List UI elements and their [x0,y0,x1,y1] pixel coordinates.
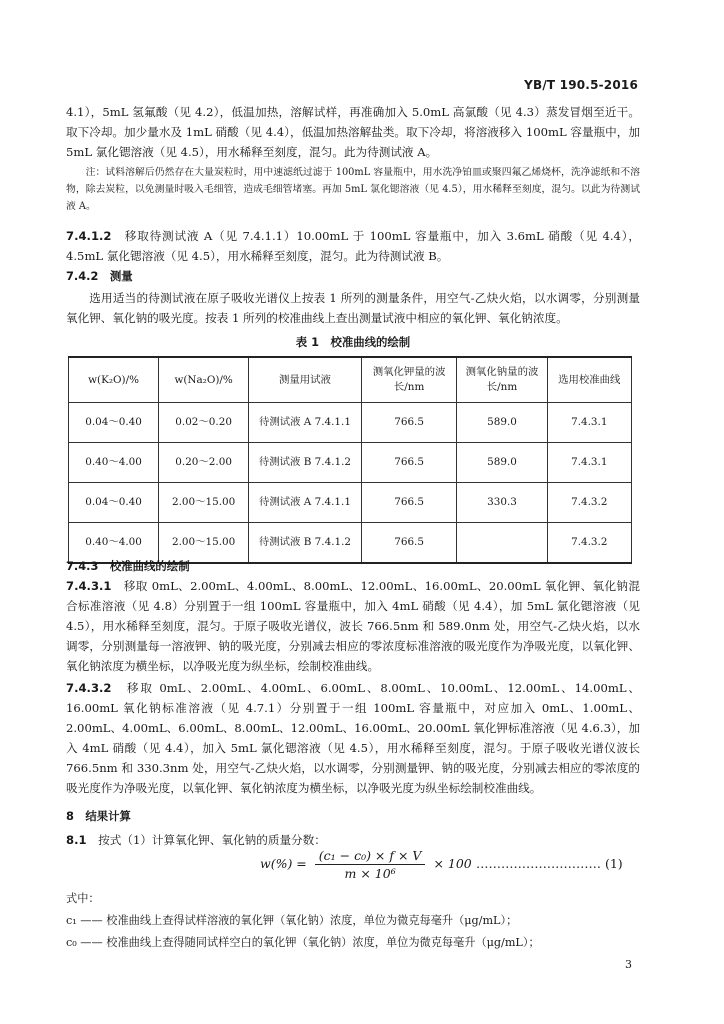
variable-symbol: c₀ —— [66,936,103,949]
section-text: 选用适当的待测试液在原子吸收光谱仪上按表 1 所列的测量条件，用空气-乙炔火焰，以水调零，分别测量氧化钾、氧化钠的吸光度。按表 1 所列的校准曲线上查出测量试液中相应的氧化钾、氧化钠浓度。 [66,291,640,325]
header-na-wavelength: 测氧化钠量的波长/nm [457,357,547,403]
section-number: 8 [66,809,74,823]
table-cell: 0.40～4.00 [69,443,159,483]
section-text: 移取 0mL、2.00mL、4.00mL、8.00mL、12.00mL、16.00mL、20.00mL 氧化钾、氧化钠混合标准溶液（见 4.8）分别置于一组 100mL 容量瓶中，加入 4mL 硝酸（见 4.4），加 5mL 氯化锶溶液（见 4.5），用水稀释至刻度，混匀。于原子吸收光谱仪，波长 766.5nm 和 589.0nm 处，用空气-乙炔火焰，以水调零，分别测量每一溶液钾、钠的吸光度，分别减去相应的零浓度标准溶液的吸光度作为净吸光度，以氧化钾、氧化钠浓度为横坐标，以净吸光度为纵坐标，绘制校准曲线。 [66,579,640,673]
section-8 [66,806,640,826]
variable-description: 校准曲线上查得试样溶液的氧化钾（氧化钠）浓度，单位为微克每毫升（μg/mL）； [106,914,518,927]
section-number: 8.1 [66,833,87,847]
section-title: 校准曲线的绘制 [109,559,190,573]
table-cell: 7.4.3.2 [547,523,631,564]
section-text: 移取 0mL、2.00mL、4.00mL、6.00mL、8.00mL、10.00mL、12.00mL、14.00mL、16.00mL 氧化钠标准溶液（见 4.7.1）分别置于一组 100mL 容量瓶中，对应加入 0mL、1.00mL、2.00mL、4.00mL、6.00mL、8.00mL、12.00mL、16.00mL、20.00mL 氧化钾标准溶液（见 4.6.3），加入 4mL 硝酸（见 4.4），加入 5mL 氯化锶溶液（见 4.5），用水稀释至刻度，混匀。于原子吸收光谱仪波长 766.5nm 和 330.3nm 处，用空气-乙炔火焰，以水调零，分别测量钾、钠的吸光度，分别减去相应的零浓度的吸光度作为净吸光度，以氧化钾、氧化钠浓度为横坐标，以净吸光度为纵坐标绘制校准曲线。 [66,681,640,795]
paragraph-7411-end: 4.1），5mL 氢氟酸（见 4.2），低温加热，溶解试样，再准确加入 5.0mL 高氯酸（见 4.3）蒸发冒烟至近干。取下冷却。加少量水及 1mL 硝酸（见 4.4），低温加热溶解盐类。取下冷却，将溶液移入 100mL 容量瓶中，加 5mL 氯化锶溶液（见 4.5），用水稀释至刻度，混匀。此为待测试液 A。 [66,105,640,159]
section-7412 [66,226,640,266]
header-solution: 测量用试液 [249,357,362,403]
table-cell: 0.04～0.40 [69,483,159,523]
formula-lhs: w(%) = [260,856,307,871]
note-filtering: 注：试料溶解后仍然存在大量炭粒时，用中速滤纸过滤于 100mL 容量瓶中，用水洗净铂皿或聚四氟乙烯烧杯，洗净滤纸和不溶物，除去炭粒，以免测量时吸入毛细管，造成毛细管堵塞。再加 5mL 氯化锶溶液（见 4.5），用水稀释至刻度，混匀。以此为待测试液 A。 [66,167,640,212]
table-cell: 766.5 [361,483,457,523]
section-text: 移取待测试液 A（见 7.4.1.1）10.00mL 于 100mL 容量瓶中，加入 3.6mL 硝酸（见 4.4），4.5mL 氯化锶溶液（见 4.5），用水稀释至刻度，混匀。此为待测试液 B。 [66,229,640,263]
formula-tail: × 100 [433,856,472,871]
table-title: 表 1 校准曲线的绘制 [295,335,411,349]
section-text: 按式（1）计算氧化钾、氧化钠的质量分数： [98,833,326,847]
table-cell: 0.40～4.00 [69,523,159,564]
header-k2o: w(K₂O)/% [69,357,159,403]
table-row [69,403,632,443]
table-cell: 330.3 [457,483,547,523]
table-cell: 待测试液 B 7.4.1.2 [249,523,362,564]
table1-container [66,326,640,564]
table-cell: 0.02～0.20 [159,403,249,443]
table-cell: 766.5 [361,523,457,564]
section-title: 测量 [109,269,133,283]
formula-denominator: m × 10⁶ [344,866,396,881]
table-cell: 7.4.3.2 [547,483,631,523]
table-cell: 589.0 [457,403,547,443]
variable-symbol: c₁ —— [66,914,103,927]
header-na2o: w(Na₂O)/% [159,357,249,403]
section-title: 结果计算 [85,809,131,823]
table-row [69,443,632,483]
table-cell: 7.4.3.1 [547,403,631,443]
header-k-wavelength: 测氧化钾量的波长/nm [361,357,457,403]
table-cell: 766.5 [361,403,457,443]
standard-code: YB/T 190.5-2016 [524,78,638,92]
table-cell: 589.0 [457,443,547,483]
section-7411-continued [66,102,640,215]
calibration-table [68,356,632,564]
formula-numerator: (c₁ − c₀) × f × V [315,848,426,865]
table-cell: 0.04～0.40 [69,403,159,443]
variables-list [66,888,640,954]
table-cell: 待测试液 B 7.4.1.2 [249,443,362,483]
table-cell: 0.20～2.00 [159,443,249,483]
table-cell: 766.5 [361,443,457,483]
table-cell: 2.00～15.00 [159,523,249,564]
section-number: 7.4.3.2 [66,681,112,695]
header-curve: 选用校准曲线 [547,357,631,403]
variable-item [66,932,640,954]
variable-description: 校准曲线上查得随同试样空白的氧化钾（氧化钠）浓度，单位为微克每毫升（μg/mL）； [106,936,540,949]
equation-number: ………………………… (1) [476,856,623,871]
table-cell: 待测试液 A 7.4.1.1 [249,403,362,443]
variable-item [66,910,640,932]
table-cell: 待测试液 A 7.4.1.1 [249,483,362,523]
page-number: 3 [625,958,632,971]
table-row [69,483,632,523]
formula-fraction [315,848,426,881]
section-7432 [66,678,640,798]
section-number: 7.4.3 [66,559,99,573]
section-number: 7.4.1.2 [66,229,112,243]
table-cell: 2.00～15.00 [159,483,249,523]
section-81 [66,830,640,850]
section-number: 7.4.2 [66,269,99,283]
formula-1 [260,848,623,881]
section-number: 7.4.3.1 [66,579,112,593]
section-7431 [66,576,640,676]
where-label: 式中： [66,892,100,905]
table-cell: 7.4.3.1 [547,443,631,483]
section-743 [66,556,640,576]
section-742 [66,266,640,328]
table-header-row [69,357,632,403]
